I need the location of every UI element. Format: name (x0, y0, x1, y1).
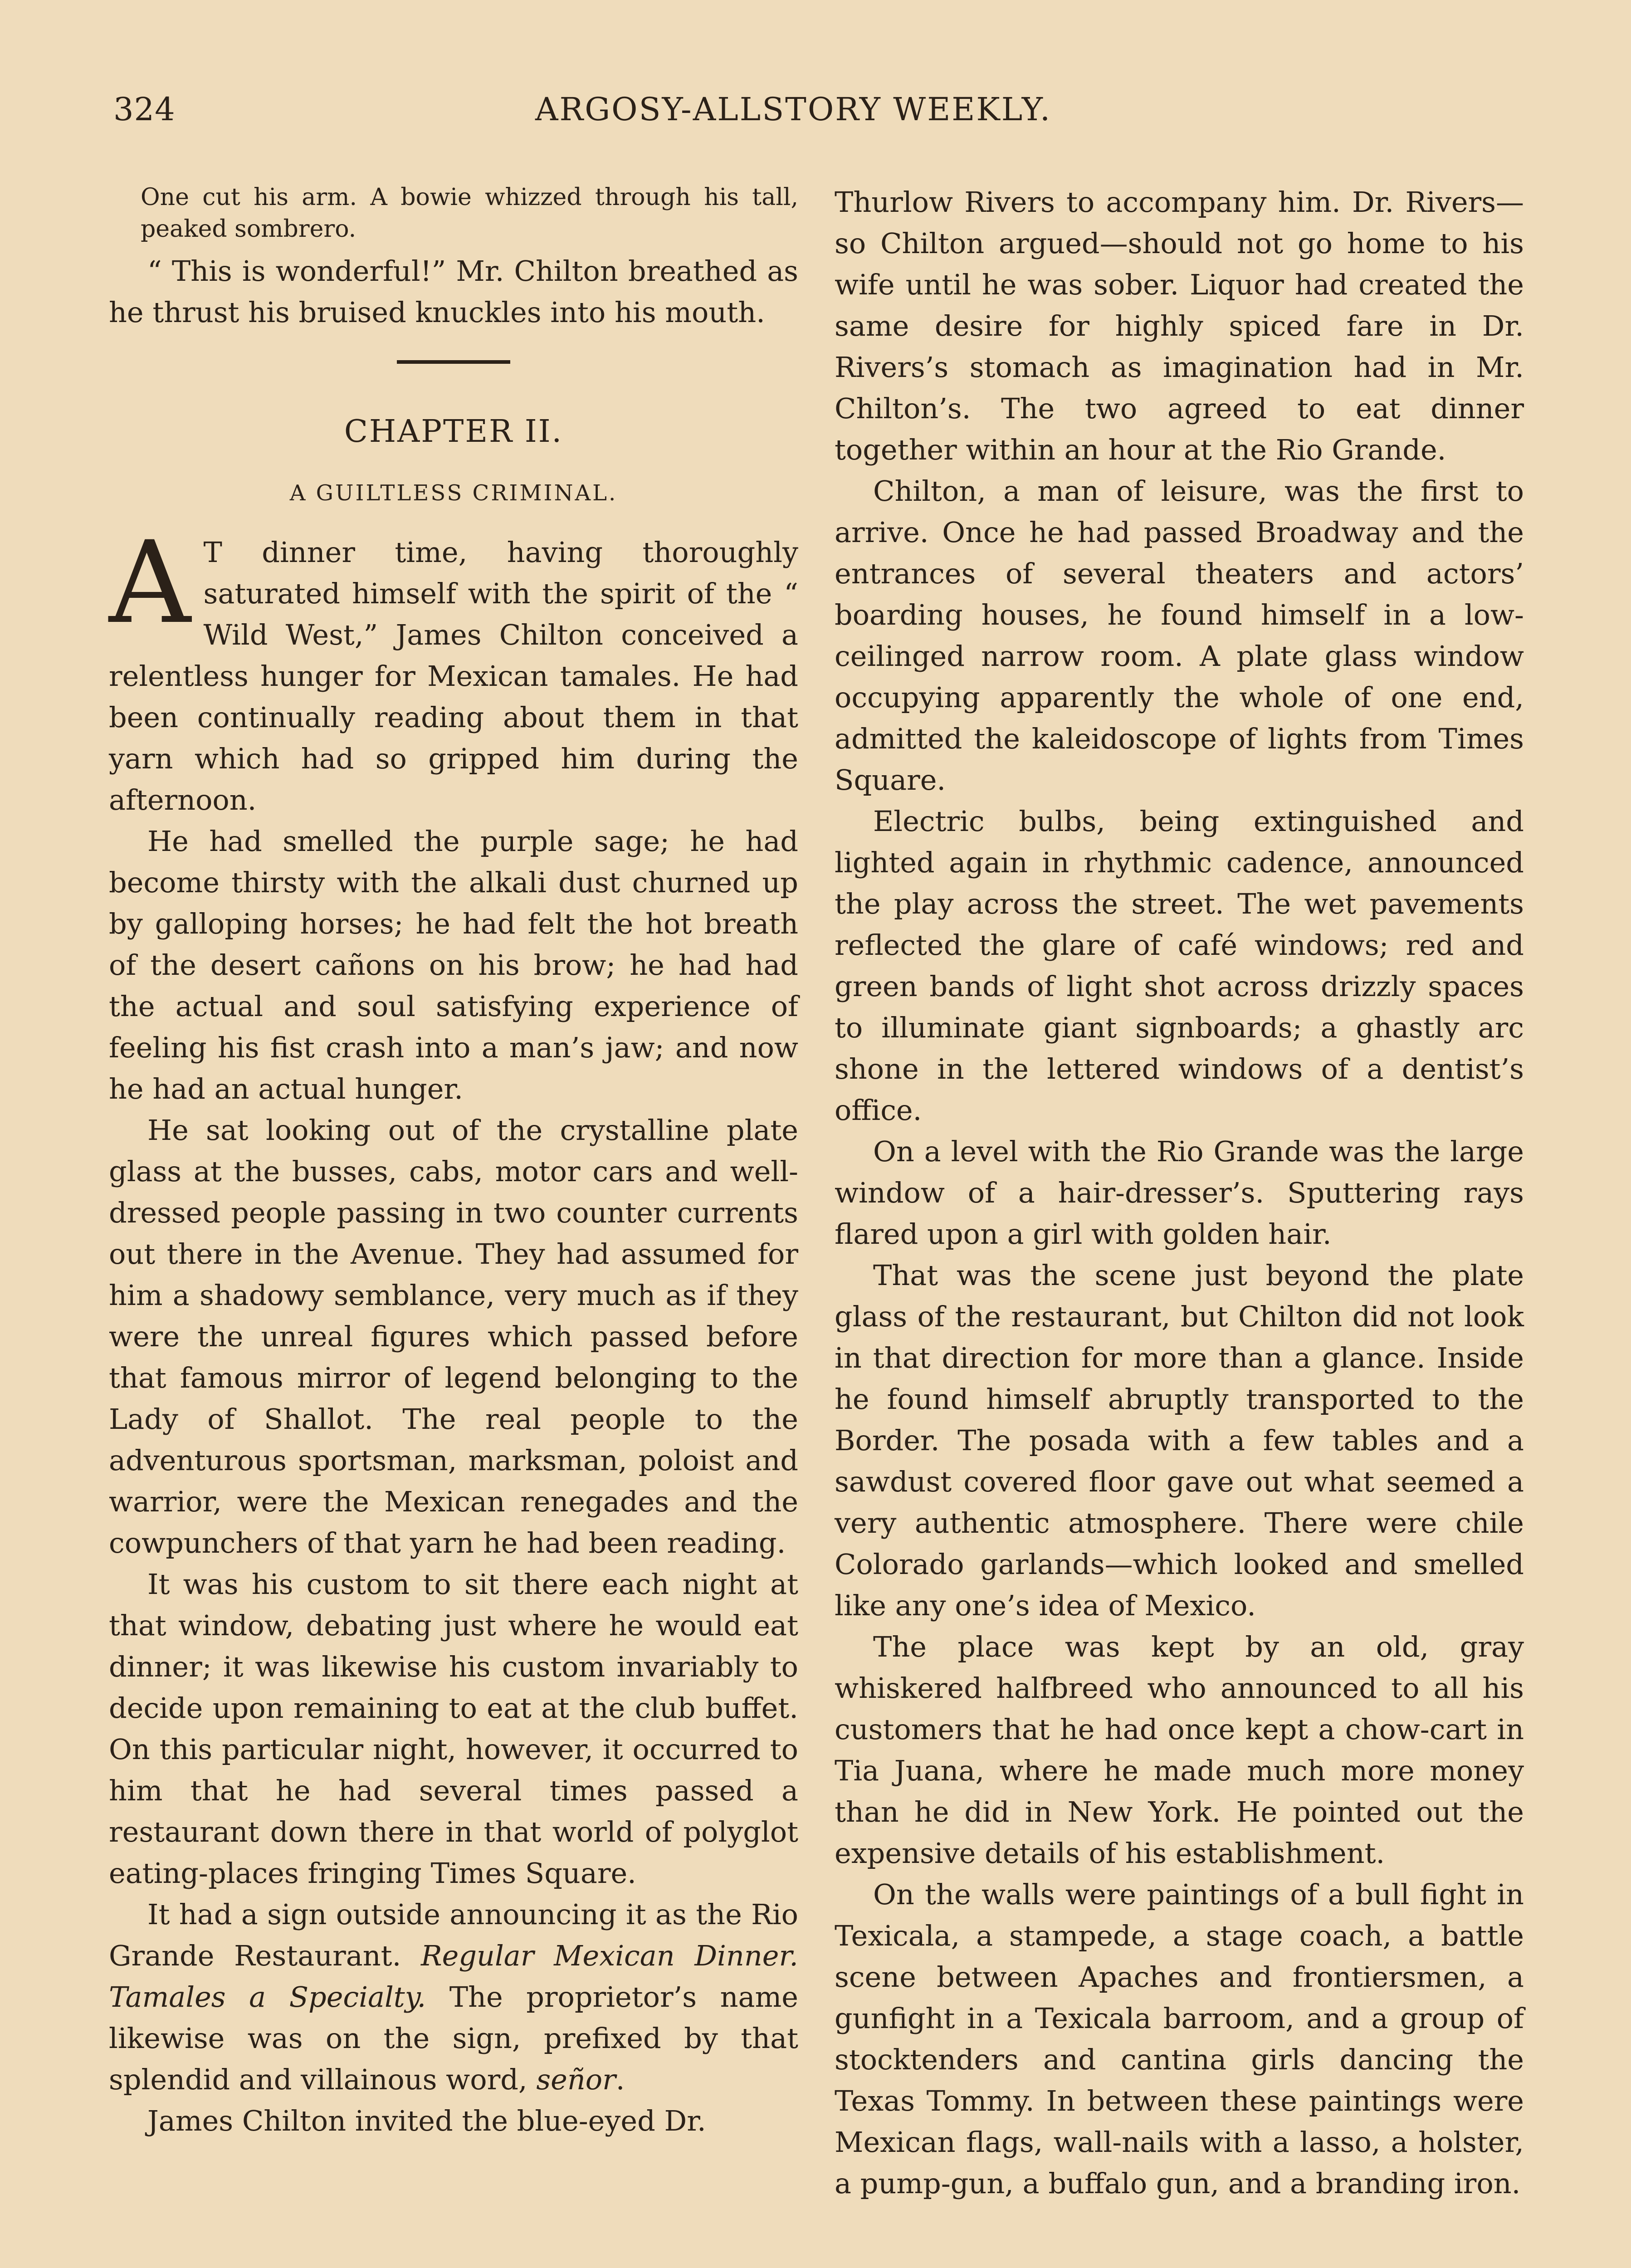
opening-text: T dinner time, having thoroughly saturated himself with the spirit of the “ Wild West,” James Chilton conceived a relentless hunger for Mexican tamales. He had been continually reading about them in that yarn which had so gripped him during the afternoon. (109, 536, 798, 816)
paragraph: James Chilton invited the blue-eyed Dr. (147, 2104, 706, 2137)
left-column (109, 181, 798, 2141)
paragraph: Electric bulbs, being extinguished and lighted again in rhythmic cadence, announced the play across the street. The wet pavements reflected the glare of café windows; red and green bands of light shot across drizzly spaces to illuminate giant signboards; a ghastly arc shone in the lettered windows of a dentist’s office. (835, 805, 1524, 1127)
paragraph: The place was kept by an old, gray whiskered halfbreed who announced to all his customers that he had once kept a chow-cart in Tia Juana, where he made much more money than he did in New York. He pointed out the expensive details of his establishment. (835, 1630, 1524, 1870)
chapter-title: CHAPTER II. (344, 414, 563, 450)
paragraph: He sat looking out of the crystalline plate glass at the busses, cabs, motor cars and well-dressed people passing in two counter currents out there in the Avenue. They had assumed for him a shadowy semblance, very much as if they were the unreal figures which passed before that famous mirror of legend belonging to the Lady of Shallot. The real people to the adventurous sportsman, marksman, poloist and warrior, were the Mexican renegades and the cowpunchers of that yarn he had been reading. (109, 1114, 798, 1559)
italic-text: Regular Mexican Dinner. Tamales a Specialty. (109, 1939, 798, 2014)
paragraph: “ This is wonderful!” Mr. Chilton breathed as he thrust his bruised knuckles into his mouth. (109, 254, 798, 329)
page-header (113, 91, 1247, 136)
paragraph: That was the scene just beyond the plate glass of the restaurant, but Chilton did not look in that direction for more than a glance. Inside he found himself abruptly transported to the Border. The posada with a few tables and a sawdust covered floor gave out what seemed a very authentic atmosphere. There were chile Colorado garlands—which looked and smelled like any one’s idea of Mexico. (835, 1259, 1524, 1622)
page-number: 324 (113, 91, 176, 128)
text-span: The proprietor’s name likewise was on the sign, prefixed by that splendid and villainous word, (109, 1980, 798, 2096)
paragraph: On a level with the Rio Grande was the large window of a hair-dresser’s. Sputtering rays flared upon a girl with golden hair. (835, 1135, 1524, 1251)
text-span: It had a sign outside announcing it as the Rio Grande Restaurant. (109, 1898, 798, 1972)
paragraph: He had smelled the purple sage; he had become thirsty with the alkali dust churned up by galloping horses; he had felt the hot breath of the desert cañons on his brow; he had had the actual and soul satisfying experience of feeling his fist crash into a man’s jaw; and now he had an actual hunger. (109, 825, 798, 1105)
drop-cap: A (109, 517, 191, 649)
opening-paragraph (109, 517, 798, 821)
italic-text: señor (536, 2063, 616, 2096)
chapter-subtitle: A GUILTLESS CRIMINAL. (289, 480, 618, 506)
section-divider (397, 360, 510, 364)
paragraph: Chilton, a man of leisure, was the first to arrive. Once he had passed Broadway and the entrances of several theaters and actors’ boarding houses, he found himself in a low-ceilinged narrow room. A plate glass window occupying apparently the whole of one end, admitted the kaleidoscope of lights from Times Square. (835, 474, 1524, 797)
text-span: . (615, 2063, 625, 2096)
running-head: ARGOSY-ALLSTORY WEEKLY. (535, 91, 1052, 128)
continuation-text: One cut his arm. A bowie whizzed through his tall, peaked sombrero. (141, 184, 798, 243)
right-column (835, 181, 1524, 2204)
paragraph (109, 1894, 798, 2100)
paragraph: On the walls were paintings of a bull fight in Texicala, a stampede, a stage coach, a battle scene between Apaches and frontiersmen, a gunfight in a Texicala barroom, and a group of stocktenders and cantina girls dancing the Texas Tommy. In between these paintings were Mexican flags, wall-nails with a lasso, a holster, a pump-gun, a buffalo gun, and a branding iron. (835, 1878, 1524, 2200)
paragraph: Thurlow Rivers to accompany him. Dr. Rivers—so Chilton argued—should not go home to his wife until he was sober. Liquor had created the same desire for highly spiced fare in Dr. Rivers’s stomach as imagination had in Mr. Chilton’s. The two agreed to eat dinner together within an hour at the Rio Grande. (835, 186, 1524, 466)
paragraph: It was his custom to sit there each night at that window, debating just where he would eat dinner; it was likewise his custom invariably to decide upon remaining to eat at the club buffet. On this particular night, however, it occurred to him that he had several times passed a restaurant down there in that world of polyglot eating-places fringing Times Square. (109, 1568, 798, 1890)
